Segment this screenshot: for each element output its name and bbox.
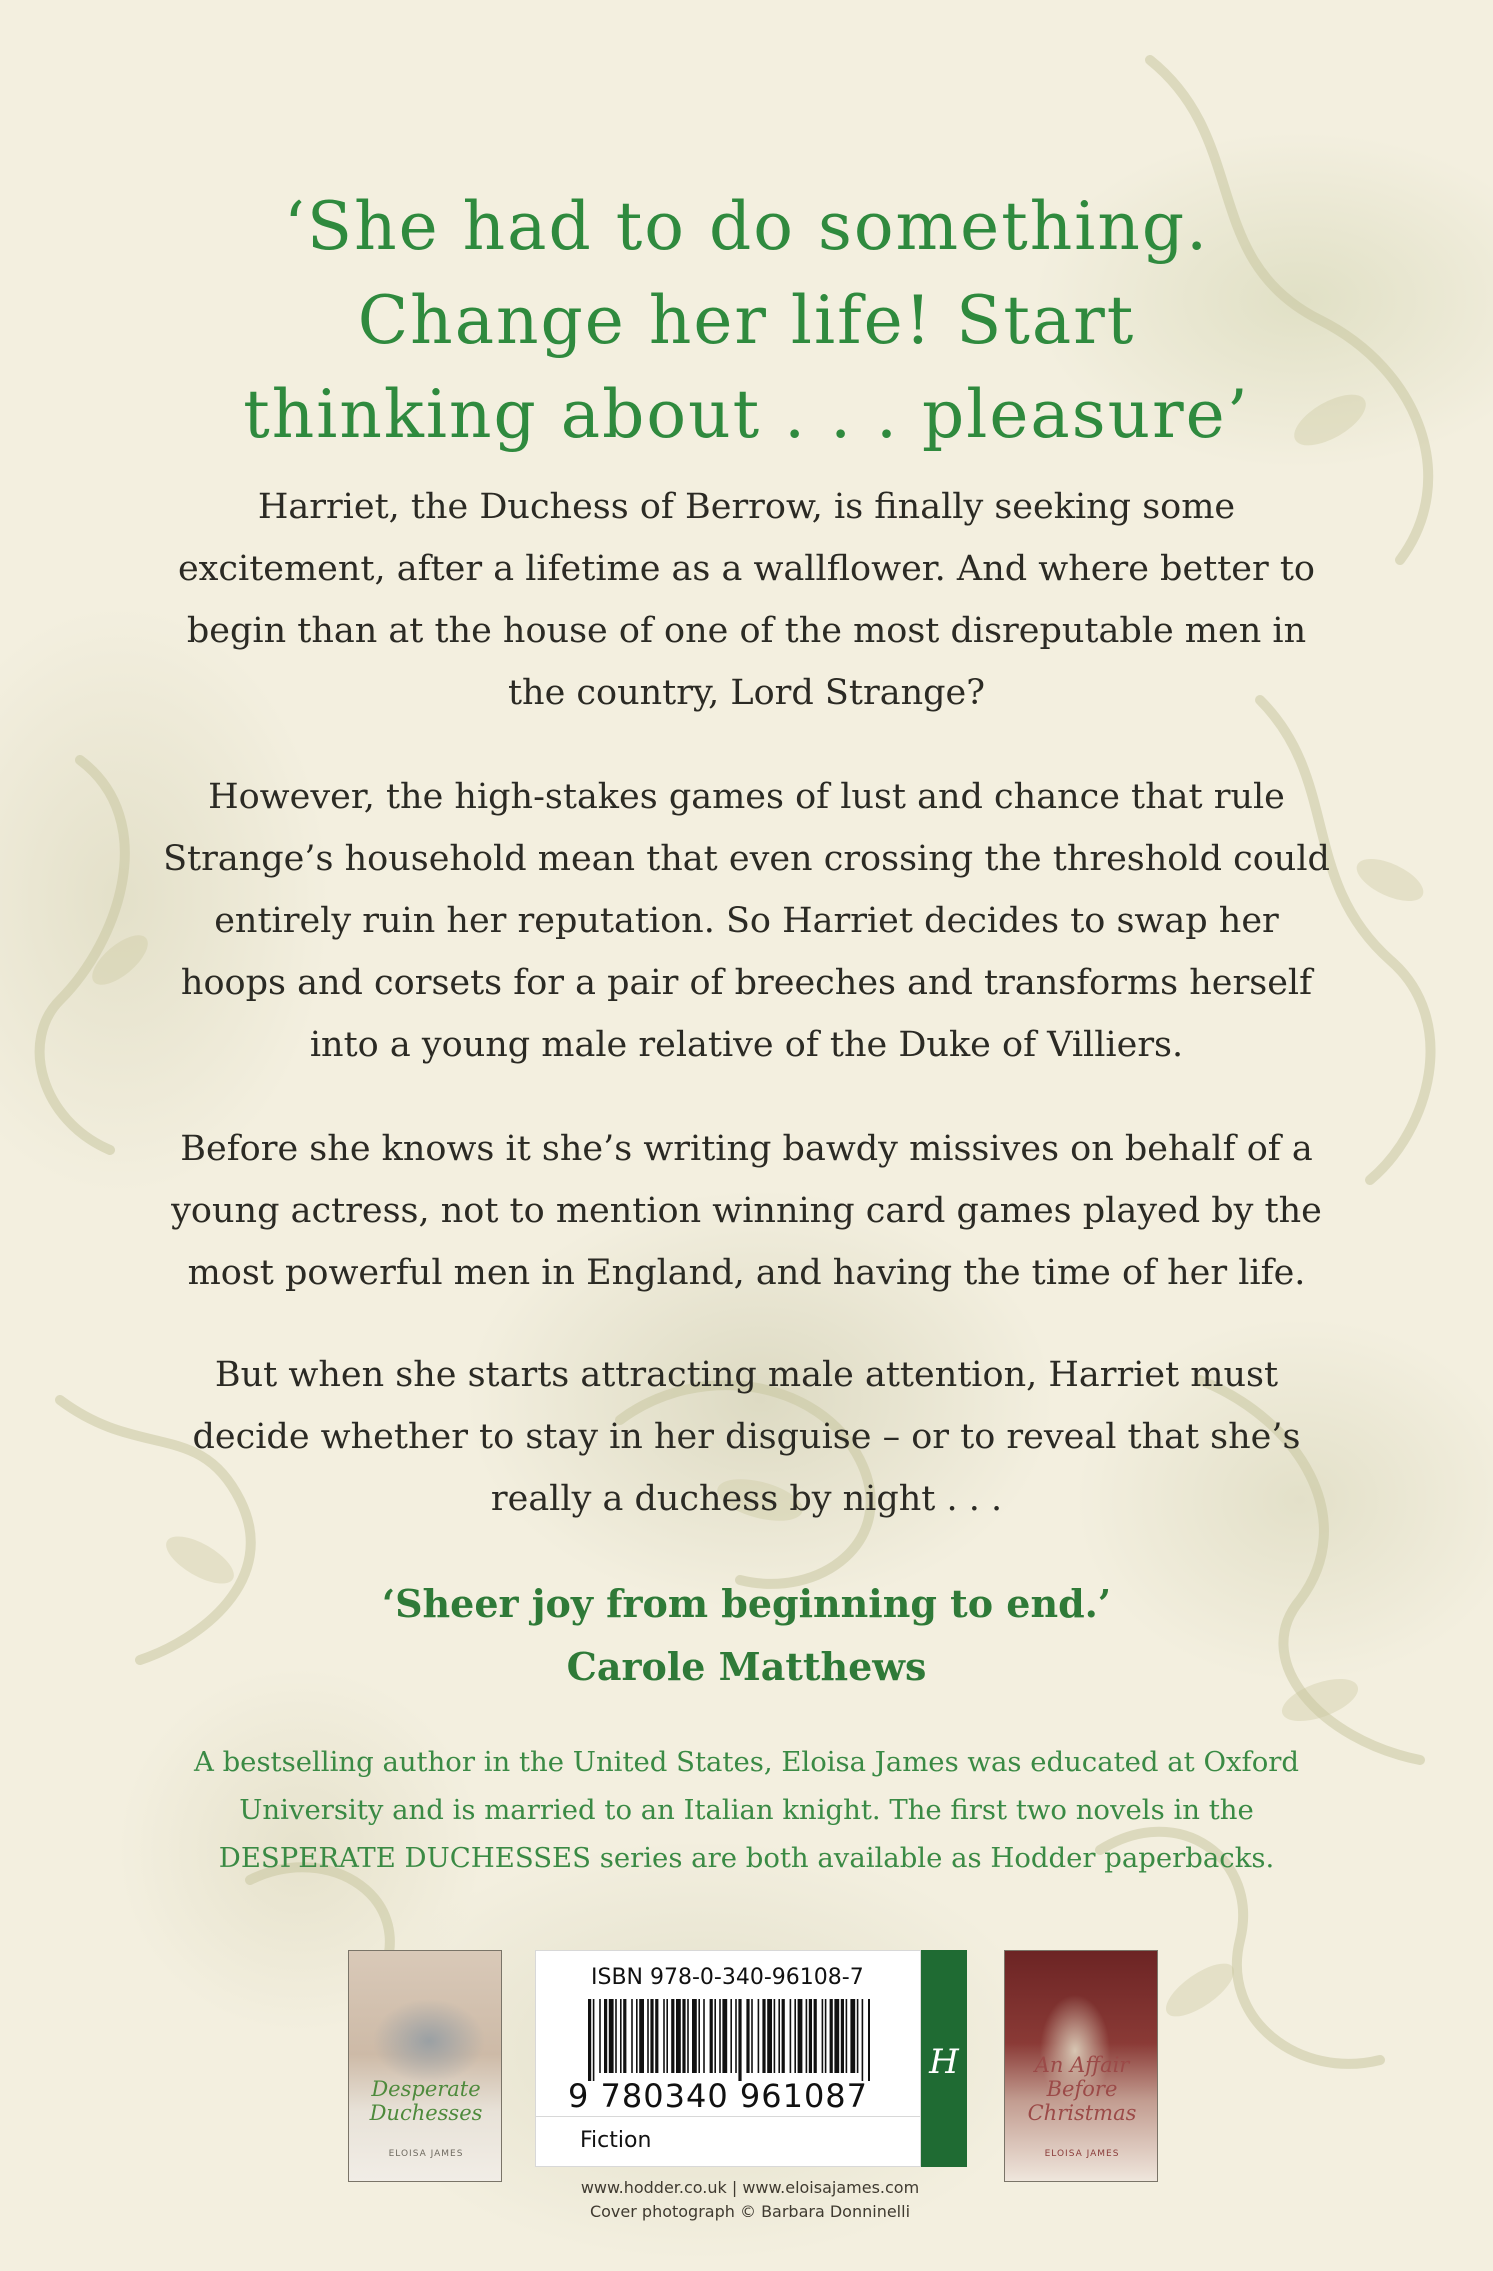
barcode-bar [692,1999,697,2073]
book-thumbnail-affair-before-christmas [1004,1950,1158,2182]
tagline-line: Change her life! Start [357,282,1136,359]
barcode-bar [862,1999,864,2081]
isbn-label: ISBN 978-0-340-96108-7 [591,1965,864,1990]
category-label: Fiction [580,2128,652,2153]
blurb-paragraph-2 [120,766,1373,1076]
blurb-line: However, the high-stakes games of lust and chance that rule [208,777,1285,817]
praise-author: Carole Matthews [566,1644,927,1689]
barcode-bar [825,1999,827,2073]
praise-quote [200,1572,1293,1698]
author-bio [110,1738,1383,1882]
barcode-bar [762,1999,765,2073]
barcode-bar [647,1999,649,2073]
blurb-line: excitement, after a lifetime as a wallflower. And where better to [177,549,1316,589]
barcode-bar [850,1999,855,2073]
cover-tagline [140,180,1353,462]
barcode-bar [841,1999,844,2073]
barcode-bar [778,1999,780,2073]
barcode-bar [636,1999,638,2073]
barcode-bar [857,1999,859,2073]
barcode-bar [623,1999,626,2073]
barcode-bar [809,1999,812,2073]
barcode-bar [620,1999,622,2073]
thumbnail-author: ELOISA JAMES [388,2149,464,2159]
blurb-line: Before she knows it she’s writing bawdy missives on behalf of a [180,1129,1313,1169]
barcode-bar [846,1999,848,2073]
blurb-line: But when she starts attracting male attention, Harriet must [214,1355,1279,1395]
barcode-bar [730,1999,732,2073]
barcode-bar [593,1999,595,2081]
barcode-bar [758,1999,760,2073]
publisher-logo [921,1950,967,2167]
barcode-bar [588,1999,591,2081]
barcode-bar [746,1999,749,2073]
barcode-bar [794,1999,796,2073]
blurb-line: Strange’s household mean that even crossing the threshold could [163,839,1330,879]
barcode-icon [588,1999,870,2081]
barcode-bar [682,1999,685,2073]
barcode-bar [738,1999,741,2081]
blurb-line: entirely ruin her reputation. So Harriet decides to swap her [214,901,1279,941]
blurb-line: most powerful men in England, and having the time of her life. [187,1253,1306,1293]
barcode-bar [735,1999,737,2073]
category-panel [535,2117,921,2167]
barcode-bar [710,1999,713,2073]
barcode-bar [639,1999,644,2073]
blurb-line: really a duchess by night . . . [490,1479,1003,1519]
blurb-paragraph-3 [120,1118,1373,1304]
thumbnail-title: Desperate Duchesses [369,2077,483,2125]
isbn-barcode-panel [535,1950,921,2117]
barcode-bar [868,1999,870,2081]
barcode-bar [806,1999,808,2073]
thumbnail-title: An Affair Before Christmas [1027,2053,1137,2125]
footer-urls: www.hodder.co.uk | www.eloisajames.com [580,2178,920,2197]
barcode-bar [687,1999,689,2073]
tagline-line: thinking about . . . pleasure’ [243,376,1250,453]
barcode-bar [714,1999,716,2073]
barcode-digits: 9 780340 961087 [568,2077,869,2115]
book-thumbnail-desperate-duchesses [348,1950,502,2182]
blurb-line: Harriet, the Duchess of Berrow, is finally seeking some [257,487,1236,527]
barcode-bar [671,1999,674,2073]
blurb-line: into a young male relative of the Duke of Villiers. [309,1025,1184,1065]
footer-credits [420,2176,1080,2224]
barcode-bar [703,1999,705,2073]
barcode-bar [666,1999,668,2073]
barcode-bar [604,1999,607,2073]
barcode-bar [676,1999,681,2073]
blurb-line: young actress, not to mention winning card games played by the [171,1191,1322,1231]
barcode-bar [834,1999,839,2073]
barcode-bar [722,1999,727,2073]
barcode-bar [774,1999,776,2073]
barcode-bar [698,1999,700,2073]
blurb-line: begin than at the house of one of the most disreputable men in [186,611,1307,651]
praise-text: ‘Sheer joy from beginning to end.’ [381,1581,1112,1626]
barcode-bar [790,1999,792,2073]
barcode-bar [767,1999,772,2073]
barcode-bar [751,1999,753,2073]
barcode-bar [719,1999,721,2073]
blurb-line: decide whether to stay in her disguise – or to reveal that she’s [192,1417,1301,1457]
barcode-bar [822,1999,824,2073]
barcode-bar [663,1999,665,2073]
barcode-bar [830,1999,833,2073]
blurb-line: the country, Lord Strange? [507,673,985,713]
barcode-bar [814,1999,817,2073]
barcode-bar [631,1999,633,2073]
barcode-bar [650,1999,653,2073]
barcode-bar [609,1999,614,2073]
blurb-paragraph-1 [120,476,1373,724]
bio-line: DESPERATE DUCHESSES series are both available as Hodder paperbacks. [218,1842,1275,1874]
barcode-bar [798,1999,803,2073]
publisher-logo-letter: H [929,2042,959,2082]
barcode-bar [655,1999,658,2073]
footer-photo-credit: Cover photograph © Barbara Donninelli [589,2202,911,2221]
thumbnail-author: ELOISA JAMES [1044,2149,1120,2159]
blurb-line: hoops and corsets for a pair of breeches and transforms herself [180,963,1313,1003]
barcode-bar [599,1999,601,2073]
tagline-line: ‘She had to do something. [283,188,1210,265]
bio-line: A bestselling author in the United States, Eloisa James was educated at Oxford [193,1746,1300,1778]
barcode-bar [782,1999,785,2073]
blurb-paragraph-4 [120,1344,1373,1530]
barcode-bar [615,1999,617,2073]
bio-line: University and is married to an Italian knight. The first two novels in the [239,1794,1254,1826]
